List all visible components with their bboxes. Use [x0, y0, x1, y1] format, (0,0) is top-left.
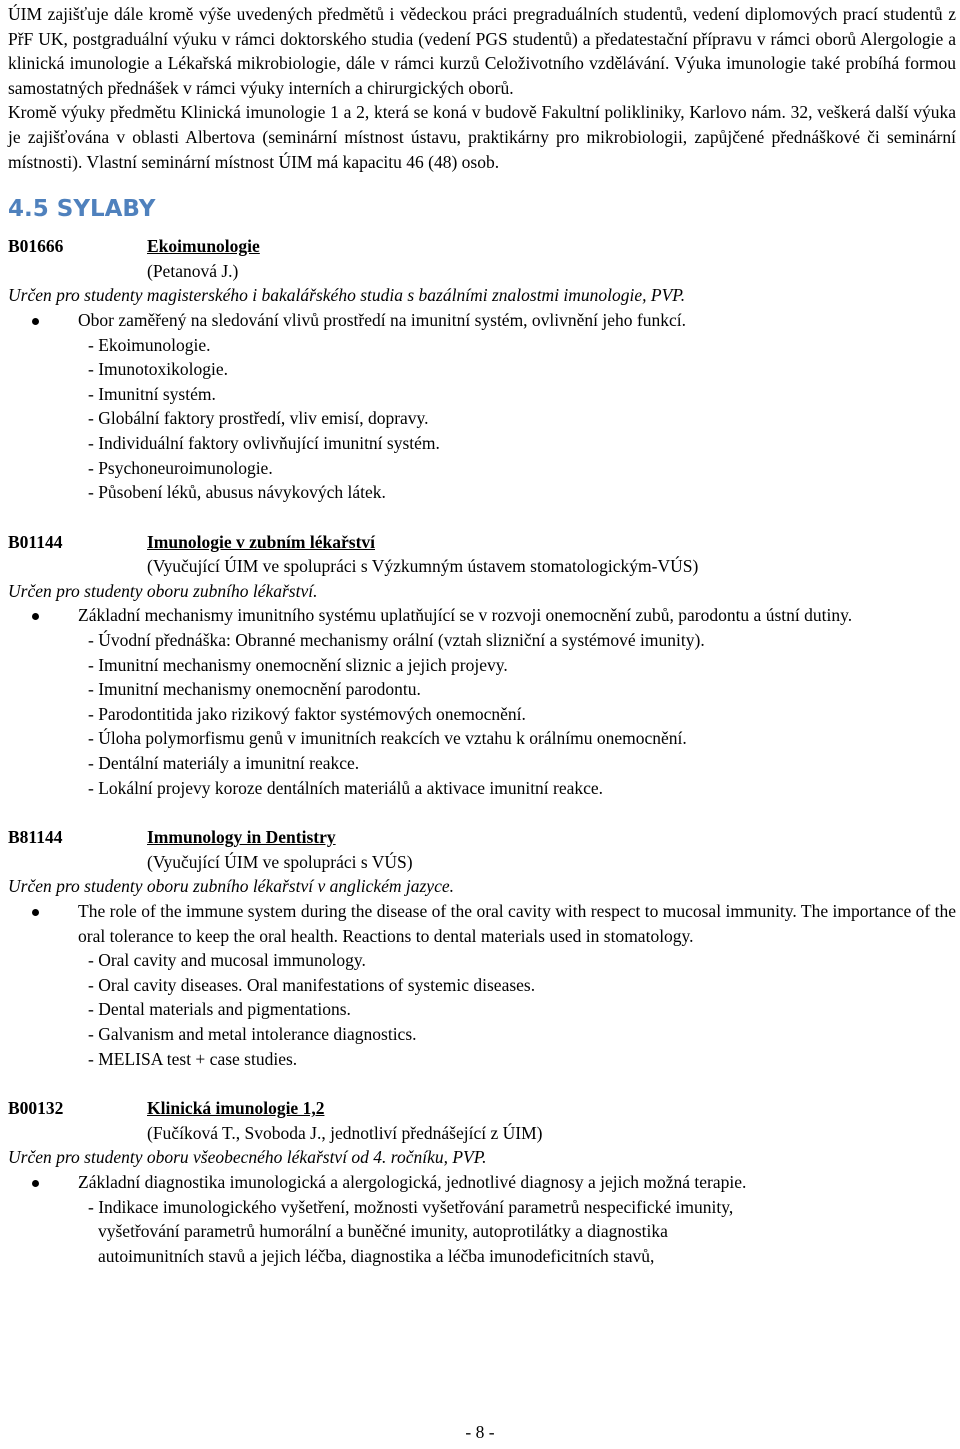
course-code: B01144 [8, 531, 63, 552]
course-b00132 [8, 1096, 956, 1268]
list-item: - Globální faktory prostředí, vliv emisí, dopravy. [88, 408, 429, 429]
list-item: - MELISA test + case studies. [88, 1048, 298, 1069]
course-teacher: (Vyučující ÚIM ve spolupráci s Výzkumným ústavem stomatologickým-VÚS) [147, 556, 699, 577]
bullet-icon [32, 909, 39, 916]
course-note: Určen pro studenty oboru všeobecného lékařství od 4. ročníku, PVP. [8, 1147, 487, 1168]
list-item: - Imunotoxikologie. [88, 359, 228, 380]
course-b01144 [8, 530, 956, 801]
course-bullet: Základní diagnostika imunologická a alergologická, jednotlivé diagnosy a jejich možná terapie. [8, 1170, 956, 1195]
intro-section [8, 2, 956, 174]
list-item: - Psychoneuroimunologie. [88, 457, 273, 478]
course-title: Klinická imunologie 1,2 [147, 1098, 325, 1119]
list-item: - Imunitní systém. [88, 383, 216, 404]
list-item: - Oral cavity diseases. Oral manifestations of systemic diseases. [88, 974, 536, 995]
bullet-icon [32, 318, 39, 325]
course-code: B00132 [8, 1098, 64, 1119]
list-item: - Imunitní mechanismy onemocnění parodontu. [88, 679, 421, 700]
list-item-continuation: autoimunitních stavů a jejich léčba, diagnostika a léčba imunodeficitních stavů, [98, 1245, 655, 1266]
intro-paragraph-1: ÚIM zajišťuje dále kromě výše uvedených předmětů i vědeckou práci pregraduálních studentů, vedení diplomových prací studentů z PřF UK, postgraduální výuku v rámci doktorského studia (vedení PGS studentů) a předatestační přípravu v rámci oborů Alergologie a klinická imunologie a Lékařská mikrobiologie, dále v rámci kurzů Celoživotního vzdělávání. Výuka imunologie také probíhá formou samostatných přednášek v rámci výuky interních a chirurgických oborů. [8, 4, 956, 98]
list-item: - Dental materials and pigmentations. [88, 999, 351, 1020]
course-bullet: Obor zaměřený na sledování vlivů prostředí na imunitní systém, ovlivnění jeho funkcí. [8, 308, 956, 333]
course-bullet: Základní mechanismy imunitního systému uplatňující se v rozvoji onemocnění zubů, parodontu a ústní dutiny. [8, 603, 956, 628]
list-item: - Úloha polymorfismu genů v imunitních reakcích ve vztahu k orálnímu onemocnění. [88, 728, 687, 749]
course-code: B01666 [8, 236, 64, 257]
list-item: - Oral cavity and mucosal immunology. [88, 950, 366, 971]
course-topic-list [8, 1195, 956, 1269]
course-topic-list [8, 628, 956, 800]
course-b81144 [8, 825, 956, 1071]
bullet-icon [32, 613, 39, 620]
page-number: - 8 - [465, 1422, 495, 1442]
course-teacher: (Petanová J.) [147, 260, 239, 281]
list-item: - Indikace imunologického vyšetření, možnosti vyšetřování parametrů nespecifické imunity, [88, 1196, 734, 1217]
course-topic-list [8, 948, 956, 1071]
course-teacher: (Vyučující ÚIM ve spolupráci s VÚS) [147, 851, 413, 872]
course-title: Imunologie v zubním lékařství [147, 531, 376, 552]
list-item-continuation: vyšetřování parametrů humorální a buněčné imunity, autoprotilátky a diagnostika [98, 1221, 668, 1242]
document-page [8, 0, 956, 1268]
course-teacher: (Fučíková T., Svoboda J., jednotliví přednášející z ÚIM) [147, 1122, 543, 1143]
course-topic-list [8, 333, 956, 505]
list-item: - Úvodní přednáška: Obranné mechanismy orální (vztah slizniční a systémové imunity). [88, 630, 705, 651]
intro-paragraph-2: Kromě výuky předmětu Klinická imunologie 1 a 2, která se koná v budově Fakultní polikliniky, Karlovo nám. 32, veškerá další výuka je zajišťována v oblasti Albertova (seminární místnost ústavu, praktikárny pro mikrobiologii, zapůjčené přednáškové či seminární místnosti). Vlastní seminární místnost ÚIM má kapacitu 46 (48) osob. [8, 102, 956, 172]
bullet-icon [32, 1180, 39, 1187]
course-bullet: The role of the immune system during the disease of the oral cavity with respect to mucosal immunity. The importance of the oral tolerance to keep the oral health. Reactions to dental materials used in stomatology. [8, 899, 956, 948]
list-item: - Lokální projevy koroze dentálních materiálů a aktivace imunitní reakce. [88, 777, 604, 798]
section-heading: 4.5 SYLABY [8, 196, 156, 223]
list-item: - Ekoimunologie. [88, 334, 211, 355]
course-note: Určen pro studenty oboru zubního lékařství. [8, 580, 318, 601]
list-item: - Individuální faktory ovlivňující imunitní systém. [88, 432, 440, 453]
list-item: - Dentální materiály a imunitní reakce. [88, 753, 360, 774]
course-b01666 [8, 234, 956, 505]
list-item: - Imunitní mechanismy onemocnění sliznic a jejich projevy. [88, 654, 508, 675]
list-item: - Galvanism and metal intolerance diagnostics. [88, 1023, 417, 1044]
course-note: Určen pro studenty oboru zubního lékařství v anglickém jazyce. [8, 876, 454, 897]
course-title: Ekoimunologie [147, 236, 260, 257]
list-item: - Parodontitida jako rizikový faktor systémových onemocnění. [88, 703, 526, 724]
list-item: - Působení léků, abusus návykových látek. [88, 482, 386, 503]
course-code: B81144 [8, 827, 63, 848]
course-note: Určen pro studenty magisterského i bakalářského studia s bazálními znalostmi imunologie, PVP. [8, 285, 686, 306]
course-title: Immunology in Dentistry [147, 827, 336, 848]
